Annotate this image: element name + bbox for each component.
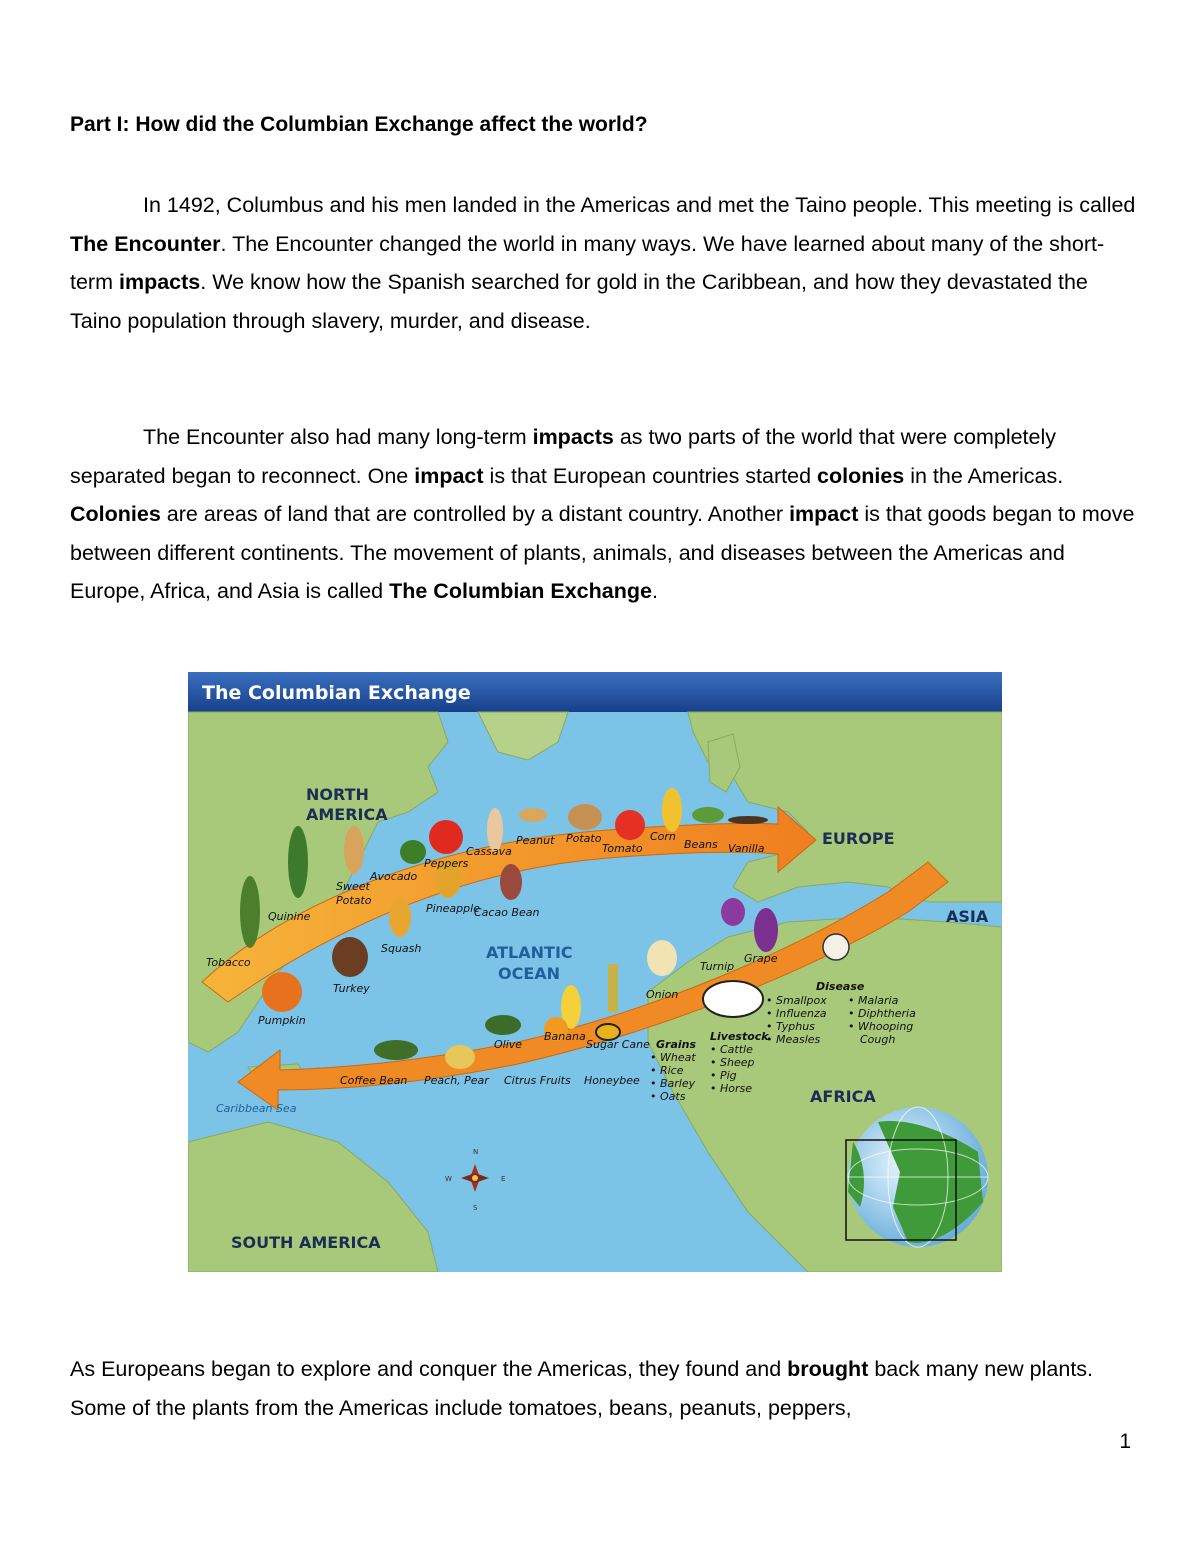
label-olive: Olive — [494, 1038, 523, 1051]
label-north: NORTH — [306, 785, 369, 804]
pepper-icon — [429, 820, 463, 854]
compass-s: S — [473, 1204, 478, 1212]
label-grain-3: • Barley — [650, 1077, 696, 1090]
label-vanilla: Vanilla — [728, 842, 765, 855]
label-atlantic: ATLANTIC — [486, 943, 573, 962]
label-squash: Squash — [381, 942, 422, 955]
label-south-america: SOUTH AMERICA — [231, 1233, 381, 1252]
sugar-cane-icon — [608, 964, 618, 1012]
label-livestock-title: Livestock — [710, 1030, 769, 1043]
label-grain-4: • Oats — [650, 1090, 686, 1103]
potato-icon — [568, 804, 602, 830]
label-pumpkin: Pumpkin — [258, 1014, 306, 1027]
label-grain-1: • Wheat — [650, 1051, 696, 1064]
paragraph-encounter — [70, 186, 1140, 340]
label-turnip: Turnip — [700, 960, 735, 973]
label-pineapple: Pineapple — [426, 902, 480, 915]
label-disease-2: • Influenza — [766, 1007, 827, 1020]
peach-pear-icon — [445, 1045, 475, 1069]
vanilla-icon — [728, 816, 768, 824]
page-number: 1 — [1119, 1430, 1131, 1453]
label-sugar-cane: Sugar Cane — [586, 1038, 650, 1051]
olive-icon — [485, 1015, 521, 1035]
label-livestock-2: • Sheep — [710, 1056, 755, 1069]
text-run: is that European countries started — [483, 463, 818, 488]
corn-icon — [662, 788, 682, 832]
bold-term: impacts — [532, 425, 614, 449]
onion-icon — [647, 940, 677, 976]
text-run: back many new plants. Some of the plants from the Americas include tomatoes, beans, peanuts, peppers, — [70, 1357, 1094, 1420]
compass-w: W — [445, 1175, 452, 1183]
label-avocado: Avocado — [370, 870, 418, 883]
label-livestock-4: • Horse — [710, 1082, 753, 1095]
squash-icon — [389, 897, 411, 937]
cow-icon — [703, 981, 763, 1017]
label-honeybee: Honeybee — [584, 1074, 640, 1087]
label-citrus-fruits: Citrus Fruits — [504, 1074, 571, 1087]
text-run: As Europeans began to explore and conquer the Americas, they found and — [70, 1357, 788, 1381]
text-run: . The Encounter changed the world in many ways. We have learned about many of the short-term — [70, 231, 1105, 294]
label-onion: Onion — [646, 988, 679, 1001]
paragraph-new-plants — [70, 1350, 1140, 1427]
label-africa: AFRICA — [810, 1087, 876, 1106]
bold-term: The Columbian Exchange — [389, 579, 652, 603]
map-title: The Columbian Exchange — [202, 682, 471, 704]
coffee-bean-icon — [374, 1040, 418, 1060]
label-grape: Grape — [744, 952, 778, 965]
bold-term: The Encounter — [70, 231, 221, 256]
label-disease-7: • Whooping — [848, 1020, 914, 1033]
text-run: is that goods began to move between different continents. The movement of plants, animals, and diseases between the Americas and Europe, Africa, and Asia is called — [70, 502, 1135, 603]
label-potato: Potato — [566, 832, 602, 845]
label-grain-2: • Rice — [650, 1064, 684, 1077]
label-disease-1: • Smallpox — [766, 994, 827, 1007]
label-corn: Corn — [650, 830, 676, 843]
compass-n: N — [473, 1148, 479, 1156]
label-disease-6: • Diphtheria — [848, 1007, 916, 1020]
label-disease-4: • Measles — [766, 1033, 821, 1046]
label-beans: Beans — [684, 838, 718, 851]
peanut-icon — [519, 808, 547, 822]
label-quinine: Quinine — [268, 910, 311, 923]
label-ocean: OCEAN — [498, 964, 561, 983]
turnip-icon — [721, 898, 745, 926]
text-run: . We know how the Spanish searched for gold in the Caribbean, and how they devastated the Taino population through slavery, murder, and disease. — [70, 270, 1088, 333]
label-cassava: Cassava — [466, 845, 512, 858]
beans-icon — [692, 807, 724, 823]
grape-icon — [754, 908, 778, 952]
section-heading: Part I: How did the Columbian Exchange affect the world? — [70, 113, 648, 136]
pumpkin-icon — [262, 972, 302, 1012]
label-banana: Banana — [544, 1030, 586, 1043]
quinine-icon — [288, 826, 308, 898]
bold-term: colonies — [817, 463, 905, 488]
label-tobacco: Tobacco — [206, 956, 251, 969]
label-america: AMERICA — [306, 805, 388, 824]
label-tomato: Tomato — [602, 842, 643, 855]
paragraph-long-term-impacts — [70, 418, 1140, 611]
label-peach-pear: Peach, Pear — [424, 1074, 489, 1087]
text-run: in the Americas. — [904, 463, 1064, 488]
label-cacao-bean: Cacao Bean — [474, 906, 540, 919]
label-disease-3: • Typhus — [766, 1020, 815, 1033]
label-peanut: Peanut — [516, 834, 555, 847]
bold-term: impact — [789, 502, 859, 526]
label-caribbean-sea: Caribbean Sea — [216, 1102, 297, 1115]
sweet-potato-icon — [344, 826, 364, 874]
label-grains-title: Grains — [656, 1038, 697, 1051]
text-run: are areas of land that are controlled by a distant country. Another — [160, 502, 790, 526]
tomato-icon — [615, 810, 645, 840]
text-run: In 1492, Columbus and his men landed in the Americas and met the Taino people. This meeting is called — [143, 193, 1136, 217]
bold-term: impact — [414, 463, 484, 488]
label-coffee-bean: Coffee Bean — [340, 1074, 408, 1087]
bold-term: Colonies — [70, 502, 161, 526]
turkey-icon — [332, 937, 368, 977]
label-livestock-3: • Pig — [710, 1069, 737, 1082]
label-turkey: Turkey — [333, 982, 370, 995]
label-livestock-1: • Cattle — [710, 1043, 753, 1056]
skull-crossbones-icon — [823, 934, 849, 960]
columbian-exchange-map — [188, 672, 1002, 1272]
label-disease-title: Disease — [816, 980, 865, 993]
label-disease-5: • Malaria — [848, 994, 899, 1007]
label-asia: ASIA — [946, 907, 989, 926]
label-sweet: Sweet — [336, 880, 370, 893]
bold-term: impacts — [118, 270, 201, 294]
cacao-bean-icon — [500, 864, 522, 900]
label-europe: EUROPE — [822, 829, 895, 848]
bold-term: brought — [787, 1357, 869, 1381]
label-disease-8: Cough — [860, 1033, 896, 1046]
label-peppers: Peppers — [424, 857, 469, 870]
text-run: as two parts of the world that were completely separated began to reconnect. One — [70, 425, 1057, 488]
text-run: The Encounter also had many long-term — [143, 425, 533, 449]
label-potato-sweet: Potato — [336, 894, 372, 907]
compass-e: E — [501, 1175, 506, 1183]
text-run: . — [651, 579, 658, 603]
tobacco-icon — [240, 876, 260, 948]
avocado-icon — [400, 840, 426, 864]
